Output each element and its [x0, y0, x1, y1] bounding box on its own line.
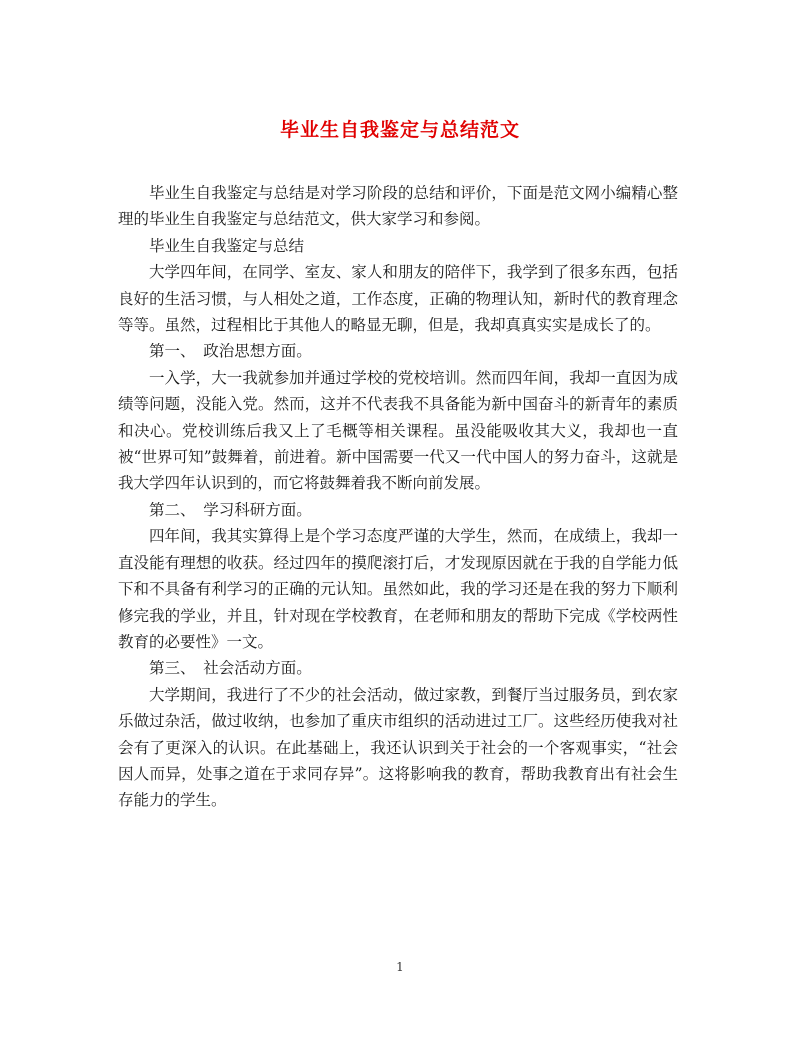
section-heading-study: 第二、 学习科研方面。 — [149, 500, 312, 519]
social-paragraph: 大学期间，我进行了不少的社会活动，做过家教，到餐厅当过服务员，到农家乐做过杂活，做过收纳，也参加了重庆市组织的活动进过工厂。这些经历使我对社会有了更深入的认识。在此基础上，我还认识到关于社会的一个客观事实，“社会因人而异，处事之道在于求同存异”。这将影响我的教育，帮助我教育出有社会生存能力的学生。 — [118, 685, 678, 810]
study-paragraph: 四年间，我其实算得上是个学习态度严谨的大学生，然而，在成绩上，我却一直没能有理想的收获。经过四年的摸爬滚打后，才发现原因就在于我的自学能力低下和不具备有利学习的正确的元认知。虽然如此，我的学习还是在我的努力下顺利修完我的学业，并且，针对现在学校教育，在老师和朋友的帮助下完成《学校两性教育的必要性》一文。 — [118, 527, 678, 651]
section-heading-social: 第三、 社会活动方面。 — [149, 659, 312, 678]
intro-paragraph: 毕业生自我鉴定与总结是对学习阶段的总结和评价，下面是范文网小编精心整理的毕业生自我鉴定与总结范文，供大家学习和参阅。 — [118, 184, 678, 229]
section-heading-main: 毕业生自我鉴定与总结 — [149, 236, 305, 255]
page-number: 1 — [396, 960, 404, 974]
document-body — [118, 180, 678, 814]
politics-paragraph: 一入学，大一我就参加并通过学校的党校培训。然而四年间，我却一直因为成绩等问题，没能入党。然而，这并不代表我不具备能为新中国奋斗的新青年的素质和决心。党校训练后我又上了毛概等相关课程。虽没能吸收其大义，我却也一直被“世界可知”鼓舞着，前进着。新中国需要一代又一代中国人的努力奋斗，这就是我大学四年认识到的，而它将鼓舞着我不断向前发展。 — [118, 368, 678, 493]
document-title: 毕业生自我鉴定与总结范文 — [279, 119, 520, 141]
summary-paragraph: 大学四年间，在同学、室友、家人和朋友的陪伴下，我学到了很多东西，包括良好的生活习惯，与人相处之道，工作态度，正确的物理认知，新时代的教育理念等等。虽然，过程相比于其他人的略显无聊，但是，我却真真实实是成长了的。 — [118, 263, 678, 335]
section-heading-politics: 第一、 政治思想方面。 — [149, 342, 312, 361]
